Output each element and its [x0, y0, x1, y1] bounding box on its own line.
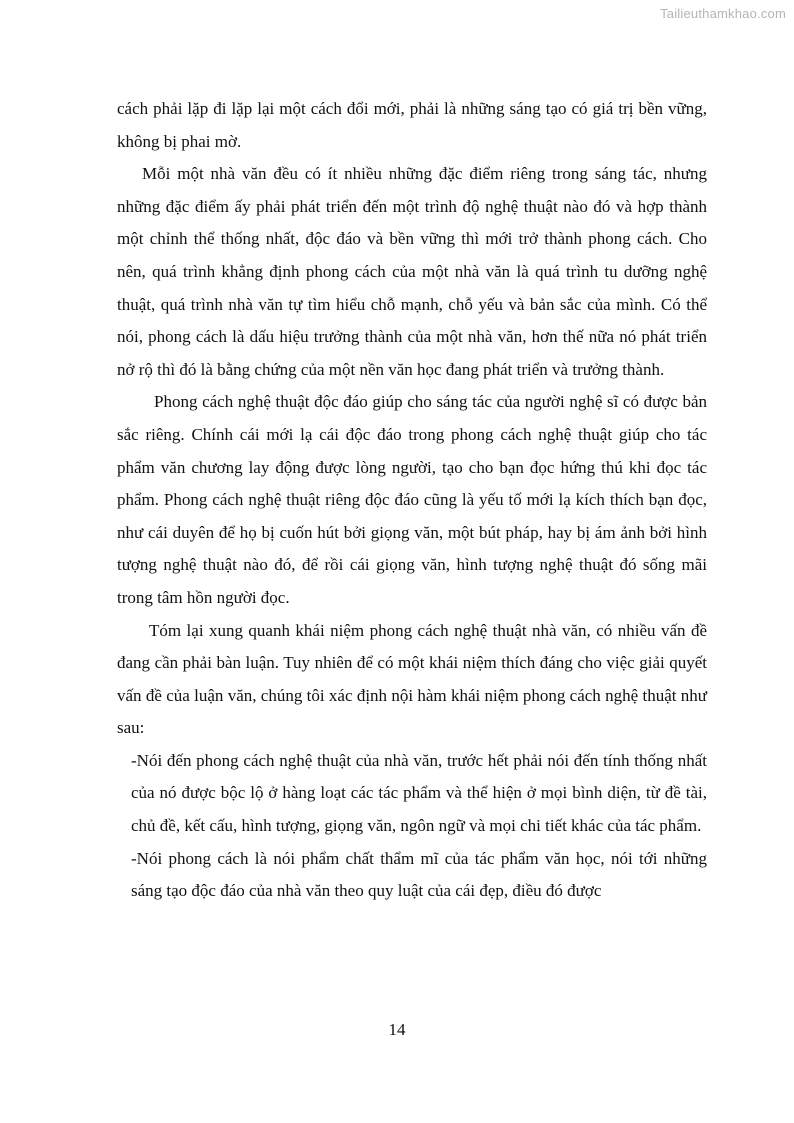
paragraph-continuation: cách phải lặp đi lặp lại một cách đổi mới, phải là những sáng tạo có giá trị bền vững, không bị phai mờ. [117, 99, 707, 151]
list-item-unity: -Nói đến phong cách nghệ thuật của nhà văn, trước hết phải nói đến tính thống nhất của nó được bộc lộ ở hàng loạt các tác phẩm và thể hiện ở mọi bình diện, từ đề tài, chủ đề, kết cấu, hình tượng, giọng văn, ngôn ngữ và mọi chi tiết khác của tác phẩm. [131, 750, 707, 836]
list-item-aesthetic: -Nói phong cách là nói phẩm chất thẩm mĩ của tác phẩm văn học, nói tới những sáng tạo độc đáo của nhà văn theo quy luật của cái đẹp, điều đó được [131, 848, 707, 901]
paragraph-unique-style: Phong cách nghệ thuật độc đáo giúp cho sáng tác của người nghệ sĩ có được bản sắc riêng. Chính cái mới lạ cái độc đáo trong phong cách nghệ thuật giúp cho tác phẩm văn chương lay động được lòng người, tạo cho bạn đọc hứng thú khi đọc tác phẩm. Phong cách nghệ thuật riêng độc đáo cũng là yếu tố mới lạ kích thích bạn đọc, như cái duyên để họ bị cuốn hút bởi giọng văn, một bút pháp, hay bị ám ảnh bởi hình tượng nghệ thuật nào đó, để rồi cái giọng văn, hình tượng nghệ thuật đó sống mãi trong tâm hồn người đọc. [117, 392, 707, 607]
paragraph-style-definition: Mỗi một nhà văn đều có ít nhiều những đặc điểm riêng trong sáng tác, nhưng những đặc điểm ấy phải phát triển đến một trình độ nghệ thuật nào đó và hợp thành một chỉnh thể thống nhất, độc đáo và bền vững thì mới trở thành phong cách. Cho nên, quá trình khẳng định phong cách của một nhà văn là quá trình tu dưỡng nghệ thuật, quá trình nhà văn tự tìm hiểu chỗ mạnh, chỗ yếu và bản sắc của mình. Có thể nói, phong cách là dấu hiệu trưởng thành của một nhà văn, hơn thế nữa nó phát triển nở rộ thì đó là bằng chứng của một nền văn học đang phát triển và trưởng thành. [117, 164, 707, 379]
watermark-text: Tailieuthamkhao.com [660, 6, 786, 21]
page-number: 14 [388, 1020, 406, 1039]
document-body [117, 93, 707, 908]
paragraph-summary: Tóm lại xung quanh khái niệm phong cách nghệ thuật nhà văn, có nhiều vấn đề đang cần phải bàn luận. Tuy nhiên để có một khái niệm thích đáng cho việc giải quyết vấn đề của luận văn, chúng tôi xác định nội hàm khái niệm phong cách nghệ thuật như sau: [117, 620, 707, 738]
